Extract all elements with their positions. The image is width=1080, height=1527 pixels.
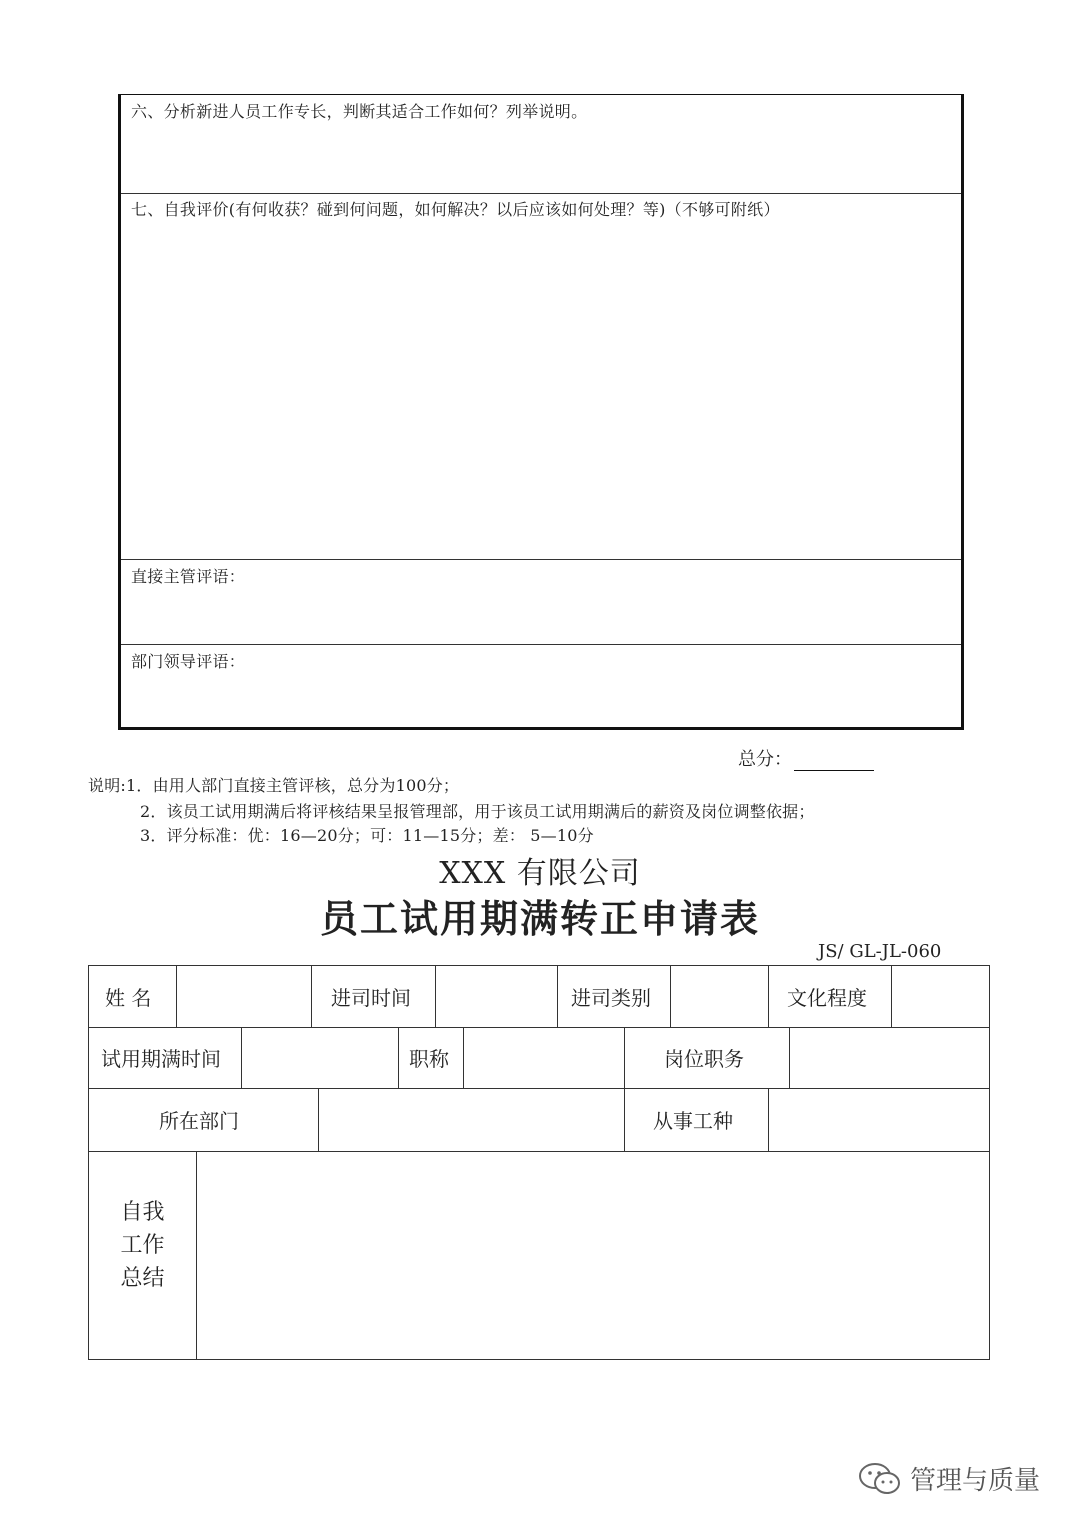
department-label: 所在部门 (159, 1109, 239, 1133)
join-type-field[interactable] (671, 966, 767, 1027)
self-summary-field[interactable] (197, 1152, 988, 1358)
self-summary-label (89, 1196, 196, 1295)
doc-code: JS/ GL-JL-060 (818, 941, 942, 962)
join-date-field[interactable] (436, 966, 556, 1027)
education-label: 文化程度 (787, 986, 867, 1010)
form-title: 员工试用期满转正申请表 (319, 896, 760, 941)
application-form (88, 965, 990, 1360)
probation-end-label: 试用期满时间 (101, 1047, 221, 1071)
section-7-row (121, 194, 961, 560)
wechat-icon (858, 1461, 902, 1497)
supervisor-comment-row (121, 560, 961, 645)
watermark (858, 1460, 1040, 1497)
note-line-1: 说明:1．由用人部门直接主管评核，总分为100分； (88, 776, 460, 795)
job-type-field[interactable] (769, 1088, 988, 1151)
note-line-3: 3．评分标准：优：16—20分；可：11—15分；差： 5—10分 (140, 826, 594, 845)
self-summary-line-3: 总结 (120, 1266, 165, 1291)
job-type-label: 从事工种 (653, 1109, 733, 1133)
evaluation-box (118, 94, 964, 730)
name-label: 姓 名 (105, 986, 152, 1010)
total-score (738, 745, 874, 771)
department-field[interactable] (319, 1088, 623, 1151)
title-field[interactable] (464, 1027, 623, 1088)
join-date-label: 进司时间 (331, 986, 411, 1010)
title-label: 职称 (409, 1047, 449, 1071)
section-6-label: 六、分析新进人员工作专长，判断其适合工作如何？列举说明。 (131, 102, 588, 121)
self-summary-line-1: 自我 (120, 1200, 165, 1225)
supervisor-comment-label: 直接主管评语： (131, 567, 246, 586)
note-line-2: 2．该员工试用期满后将评核结果呈报管理部，用于该员工试用期满后的薪资及岗位调整依据； (140, 802, 815, 821)
watermark-text: 管理与质量 (910, 1466, 1041, 1496)
education-field[interactable] (892, 966, 988, 1027)
section-7-label: 七、自我评价(有何收获？碰到何问题，如何解决？以后应该如何处理？等)（不够可附纸） (131, 200, 780, 219)
name-field[interactable] (177, 966, 310, 1027)
dept-leader-comment-label: 部门领导评语： (131, 652, 246, 671)
position-label: 岗位职务 (664, 1047, 744, 1071)
company-name: XXX 有限公司 (439, 856, 641, 891)
section-6-row (121, 95, 961, 194)
join-type-label: 进司类别 (571, 986, 651, 1010)
total-score-label: 总分： (738, 749, 792, 770)
probation-end-field[interactable] (242, 1027, 397, 1088)
position-field[interactable] (790, 1027, 988, 1088)
self-summary-line-2: 工作 (120, 1233, 165, 1258)
total-score-blank[interactable] (794, 752, 874, 771)
dept-leader-comment-row (121, 645, 961, 725)
